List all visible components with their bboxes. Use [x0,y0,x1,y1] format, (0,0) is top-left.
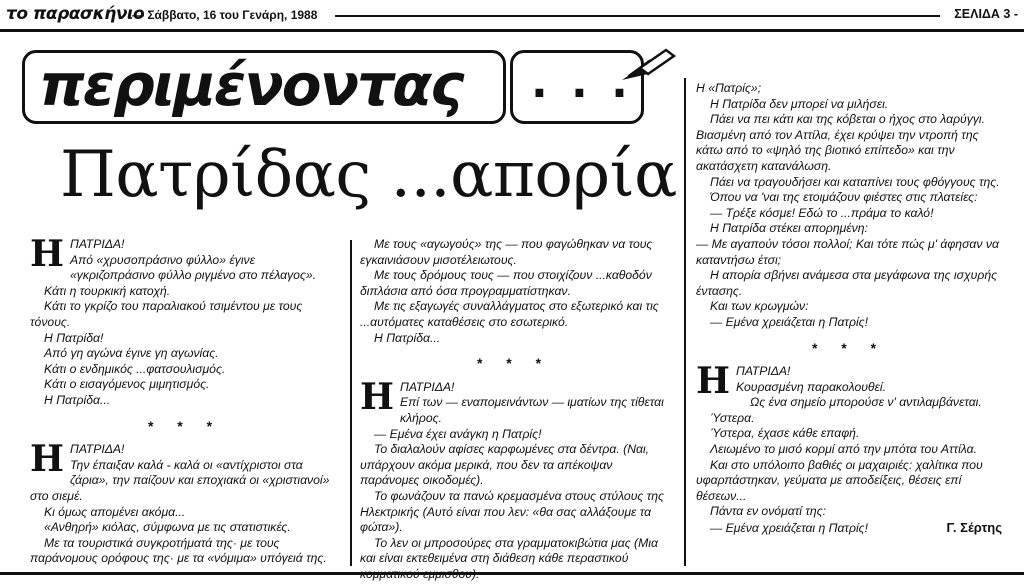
section-2 [696,360,1002,520]
top-rule [0,29,1024,32]
paragraph: Η «Πατρίς»; [696,81,762,95]
paragraph: Λειωμένο το μισό κορμί από την μπότα του Αττίλα. [710,442,977,457]
paragraph: Η Πατρίδα δεν μπορεί να μιλήσει. [710,96,889,111]
paragraph: Με τις εξαγωγές συναλλάγματος στο εξωτερικό και τις ...αυτόματες καταθέσεις στο εσωτερικό. [360,299,659,329]
paragraph: Η Πατρίδα! [44,330,104,345]
column-3 [696,81,1002,537]
paragraph: Ως ένα σημείο μπορούσε ν' αντιλαμβάνεται. [750,395,982,410]
section-separator: * * * [147,417,223,434]
paragraph: ΠΑΤΡΙΔΑ! [400,379,455,394]
paragraph: ΠΑΤΡΙΔΑ! [736,364,791,379]
paragraph: Ύστερα. [710,410,755,425]
issue-date: — Σάββατο, 16 του Γενάρη, 1988 [132,8,318,22]
paragraph: Πάντα εν ονόματί της: [710,504,827,519]
paragraph: Από «χρυσοπράσινο φύλλο» έγινε «γκριζοπράσινο φύλλο ριγμένο στο πέλαγος». [70,252,317,283]
paragraph: Από γη αγώνα έγινε γη αγωνίας. [44,346,219,361]
paragraph: Το λεν οι μπροσούρες στα γραμματοκιβώτια μας (Μια και είναι εκτεθειμένα στη διάθεση κάθε περαστικού [360,535,658,566]
section-1 [360,237,668,346]
drop-cap: Η [30,438,65,481]
drop-cap: Η [30,233,65,275]
headline: Πατρίδας ...απορία [60,138,677,212]
paragraph: Η Πατρίδα... [44,392,111,407]
paragraph: ΠΑΤΡΙΔΑ! [70,237,125,251]
closing-row [696,520,1002,537]
section-separator: * * * [811,339,887,356]
paragraph: — Εμένα χρειάζεται η Πατρίς! [710,314,868,329]
kicker-box [22,50,506,124]
paragraph: Το διαλαλούν αφίσες καρφωμένες στα δέντρα. (Ναι, υπάρχουν ακόμα μερικά, που δεν τα απέκοψαν παράνομες οικοδομές). [360,442,650,488]
paragraph: Με τους «αγωγούς» της — που φαγώθηκαν να τους εγκαινιάσουν μισοτέλειωτους. [360,237,653,267]
paragraph: Η Πατρίδα στέκει απορημένη: [710,221,868,236]
drop-cap: Η [696,360,731,403]
paragraph: Πάει να τραγουδήσει και καταπίνει τους φθόγγους της. [710,174,1000,189]
paragraph: Κάτι η τουρκική κατοχή. [44,283,171,298]
paragraph: Κάτι ο εισαγόμενος μιμητισμός. [44,377,210,392]
column-divider [684,78,686,566]
paragraph: — Εμένα χρειάζεται η Πατρίς! [710,521,868,536]
paragraph: Κουρασμένη παρακολουθεί. [736,379,886,394]
paragraph: — Εμένα έχει ανάγκη η Πατρίς! [374,426,542,441]
drop-cap: Η [360,375,395,418]
paragraph: Και στο υπόλοιπο βαθιές οι μαχαιριές: χαλίτικα που υφαρπάστηκαν, γεύματα με αποδείξεις, θέσεις επί θέσεων... [696,457,983,503]
masthead: το παρασκήνιο [6,4,145,24]
paragraph: Πάει να πει κάτι και της κόβεται ο ήχος στο λαρύγγι. Βιασμένη από τον Αττίλα, έχει κρύψει την ντροπή της κάτω από το «ψηλό της βιοτικό επίπεδο» και την ακατάσχετη κατανάλωση. [696,112,986,173]
paragraph: — Με αγαπούν τόσοι πολλοί; Και τότε πώς μ' άφησαν να καταντήσω έτσι; [696,236,999,267]
column-2 [360,237,668,582]
paragraph: Επί των — εναπομεινάντων — ιματίων της τίθεται κλήρος. [400,395,664,425]
paragraph: Και των κρωγμών: [710,299,809,314]
paragraph: Ύστερα, έχασε κάθε επαφή. [710,426,860,441]
kicker-dots: . . . [531,57,632,108]
paragraph: «Ανθηρή» κιόλας, σύμφωνα με τις στατιστικές. [44,520,291,535]
paragraph: Κάτι το γκρίζο του παραλιακού τσιμέντου με τους τόνους. [30,299,303,329]
paragraph: — Τρέξε κόσμε! Εδώ το ...πράμα το καλό! [710,205,934,220]
page-number: ΣΕΛΙΔΑ 3 - [954,7,1018,21]
paragraph: ΠΑΤΡΙΔΑ! [70,442,125,457]
paragraph: Η Πατρίδα... [374,330,441,345]
byline: Γ. Σέρτης [946,520,1002,536]
paragraph: Κάτι ο ενδημικός ...φατσουλισμός. [44,361,226,376]
header-rule [335,15,940,17]
section-1 [696,81,1002,331]
paragraph: Η απορία σβήνει ανάμεσα στα μεγάφωνα της ισχυρής έντασης. [696,268,998,298]
section-2 [30,438,340,567]
paragraph: Κι όμως απομένει ακόμα... [44,504,186,519]
column-1 [30,233,340,567]
kicker-text: περιμένοντας [39,51,463,119]
section-separator: * * * [476,355,552,372]
section-2 [360,375,668,583]
bottom-rule [0,572,1024,575]
section-1 [30,233,340,409]
paragraph: Με τα τουριστικά συγκροτήματά της· με τους παράνομους ορόφους της· με τα «νόμιμα» υπόγειά της. [30,535,327,566]
paragraph: Το φωνάζουν τα πανώ κρεμασμένα στους στύλους της Ηλεκτρικής (Αυτό είναι που λεν: «θα σας αλλάξουμε τα φώτα»). [360,488,664,535]
paragraph: Με τους δρόμους τους — που στοιχίζουν ...καθοδόν διπλάσια από όσα προγραμματίστηκαν. [360,268,652,298]
pen-nib-icon [620,46,676,87]
column-divider [350,240,352,566]
paragraph: Όπου να 'ναι της ετοιμάζουν φιέστες στις πλατείες: [710,190,978,205]
paragraph: Την έπαιξαν καλά - καλά οι «αντίχριστοι στα ζάρια», την παίζουν και εποχιακά οι «χριστιανοί» στο σιεμέ. [30,457,330,503]
